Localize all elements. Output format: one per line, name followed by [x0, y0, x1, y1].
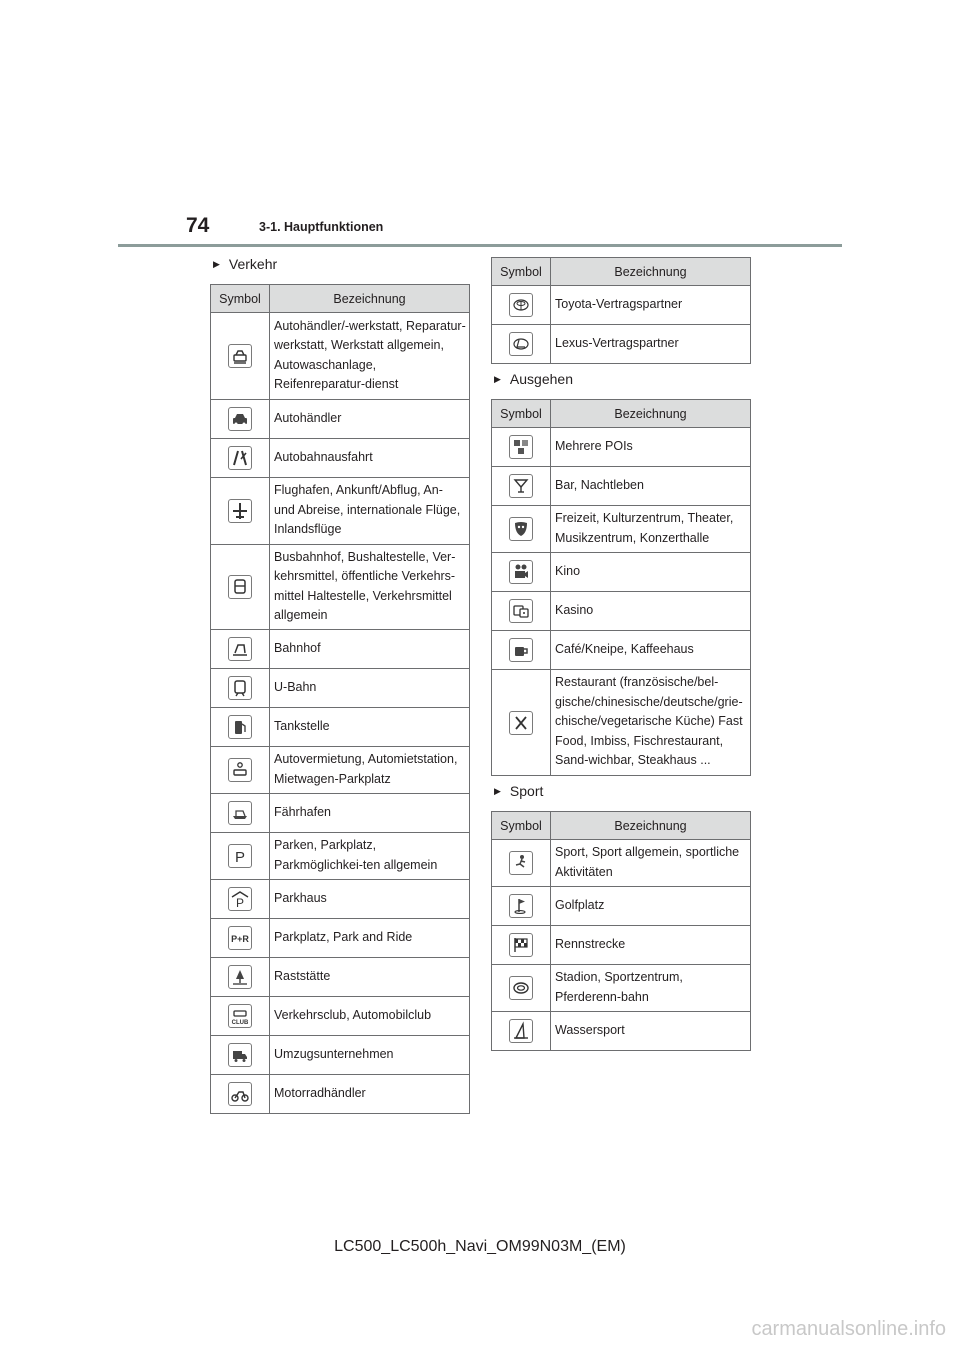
- park-and-ride-icon: [228, 926, 252, 950]
- row-label: Autohändler: [270, 400, 470, 439]
- row-label: Autohändler/-werkstatt, Reparatur-werkstatt, Werkstatt allgemein, Autowaschanlage, Reifenreparatur-dienst: [270, 313, 470, 400]
- auto-club-icon: [228, 1004, 252, 1028]
- col-header-symbol: Symbol: [492, 812, 551, 840]
- heading-ausgehen-label: Ausgehen: [509, 371, 573, 387]
- icon-cell: [211, 794, 270, 833]
- row-label: Parken, Parkplatz, Parkmöglichkei-ten allgemein: [270, 833, 470, 880]
- rest-area-icon: [228, 965, 252, 989]
- heading-verkehr-label: Verkehr: [228, 256, 278, 272]
- bullet-triangle-icon: ▶: [213, 258, 220, 269]
- row-label: Tankstelle: [270, 708, 470, 747]
- icon-cell: [211, 439, 270, 478]
- col-header-bezeichnung: Bezeichnung: [551, 258, 751, 286]
- row-label: Bar, Nachtleben: [551, 467, 751, 506]
- bullet-triangle-icon: ▶: [494, 373, 501, 384]
- icon-cell: [211, 708, 270, 747]
- moving-truck-icon: [228, 1043, 252, 1067]
- icon-cell: [492, 965, 551, 1012]
- row-label: Bahnhof: [270, 630, 470, 669]
- row-label: Sport, Sport allgemein, sportliche Aktivitäten: [551, 840, 751, 887]
- multiple-poi-icon: [509, 435, 533, 459]
- col-header-symbol: Symbol: [492, 400, 551, 428]
- toyota-logo-icon: [509, 293, 533, 317]
- icon-cell: [492, 428, 551, 467]
- row-label: Freizeit, Kulturzentrum, Theater, Musikzentrum, Konzerthalle: [551, 506, 751, 553]
- heading-sport-label: Sport: [509, 783, 544, 799]
- row-label: Flughafen, Ankunft/Abflug, An- und Abreise, internationale Flüge, Inlandsflüge: [270, 478, 470, 545]
- coffee-cup-icon: [509, 638, 533, 662]
- table-ausgehen: [491, 399, 751, 776]
- row-label: Restaurant (französische/bel-gische/chinesische/deutsche/grie-chische/vegetarische Küche) Fast Food, Imbiss, Fischrestaurant, Sand-wichbar, Steakhaus ...: [551, 670, 751, 776]
- row-label: Parkplatz, Park and Ride: [270, 919, 470, 958]
- row-label: Toyota-Vertragspartner: [551, 286, 751, 325]
- svg-text:P: P: [235, 896, 245, 909]
- theater-mask-icon: [509, 517, 533, 541]
- row-label: Lexus-Vertragspartner: [551, 325, 751, 364]
- icon-cell: [211, 997, 270, 1036]
- col-header-bezeichnung: Bezeichnung: [551, 812, 751, 840]
- row-label: Stadion, Sportzentrum, Pferderenn-bahn: [551, 965, 751, 1012]
- icon-cell: [211, 1036, 270, 1075]
- cocktail-glass-icon: [509, 474, 533, 498]
- icon-cell: [211, 545, 270, 630]
- icon-cell: [211, 747, 270, 794]
- icon-cell: [492, 467, 551, 506]
- row-label: Umzugsunternehmen: [270, 1036, 470, 1075]
- stadium-icon: [509, 976, 533, 1000]
- casino-dice-icon: [509, 599, 533, 623]
- motorway-exit-icon: [228, 446, 252, 470]
- row-label: Busbahnhof, Bushaltestelle, Ver-kehrsmittel, öffentliche Verkehrs-mittel Haltestelle, Verkehrsmittel allgemein: [270, 545, 470, 630]
- icon-cell: [492, 325, 551, 364]
- icon-cell: [492, 1012, 551, 1051]
- icon-cell: [492, 887, 551, 926]
- fork-knife-icon: [509, 711, 533, 735]
- icon-cell: [492, 840, 551, 887]
- car-service-icon: [228, 344, 252, 368]
- svg-text:CLUB: CLUB: [231, 1020, 249, 1026]
- parking-garage-icon: [228, 887, 252, 911]
- heading-sport: [494, 783, 543, 799]
- icon-cell: [492, 592, 551, 631]
- col-header-bezeichnung: Bezeichnung: [270, 285, 470, 313]
- icon-cell: [492, 553, 551, 592]
- table-partner: [491, 257, 751, 364]
- row-label: Café/Kneipe, Kaffeehaus: [551, 631, 751, 670]
- heading-verkehr: [213, 256, 277, 272]
- car-rental-icon: [228, 758, 252, 782]
- icon-cell: [211, 919, 270, 958]
- icon-cell: [492, 670, 551, 776]
- col-header-bezeichnung: Bezeichnung: [551, 400, 751, 428]
- icon-cell: [492, 631, 551, 670]
- lexus-logo-icon: [509, 332, 533, 356]
- row-label: Rennstrecke: [551, 926, 751, 965]
- row-label: Motorradhändler: [270, 1075, 470, 1114]
- row-label: Kasino: [551, 592, 751, 631]
- icon-cell: [211, 313, 270, 400]
- golf-icon: [509, 894, 533, 918]
- water-sport-icon: [509, 1019, 533, 1043]
- document-id: LC500_LC500h_Navi_OM99N03M_(EM): [334, 1238, 626, 1255]
- bus-icon: [228, 575, 252, 599]
- icon-cell: [211, 880, 270, 919]
- heading-ausgehen: [494, 371, 573, 387]
- train-station-icon: [228, 637, 252, 661]
- icon-cell: [211, 669, 270, 708]
- subway-icon: [228, 676, 252, 700]
- row-label: Kino: [551, 553, 751, 592]
- col-header-symbol: Symbol: [492, 258, 551, 286]
- parking-icon: [228, 844, 252, 868]
- row-label: Autovermietung, Automietstation, Mietwagen-Parkplatz: [270, 747, 470, 794]
- row-label: Verkehrsclub, Automobilclub: [270, 997, 470, 1036]
- ferry-icon: [228, 801, 252, 825]
- motorcycle-icon: [228, 1082, 252, 1106]
- page-number: 74: [186, 214, 210, 237]
- svg-text:P+R: P+R: [231, 934, 249, 944]
- icon-cell: [211, 400, 270, 439]
- icon-cell: [211, 630, 270, 669]
- icon-cell: [492, 286, 551, 325]
- row-label: Mehrere POIs: [551, 428, 751, 467]
- section-title: 3-1. Hauptfunktionen: [259, 220, 384, 234]
- svg-text:P: P: [234, 849, 246, 866]
- row-label: Wassersport: [551, 1012, 751, 1051]
- movie-camera-icon: [509, 560, 533, 584]
- watermark: carmanualsonline.info: [751, 1318, 946, 1340]
- col-header-symbol: Symbol: [211, 285, 270, 313]
- icon-cell: [492, 926, 551, 965]
- airplane-icon: [228, 499, 252, 523]
- row-label: Golfplatz: [551, 887, 751, 926]
- icon-cell: [211, 958, 270, 997]
- bullet-triangle-icon: ▶: [494, 785, 501, 796]
- row-label: U-Bahn: [270, 669, 470, 708]
- row-label: Raststätte: [270, 958, 470, 997]
- car-dealer-icon: [228, 407, 252, 431]
- row-label: Autobahnausfahrt: [270, 439, 470, 478]
- table-verkehr: [210, 284, 470, 1114]
- row-label: Fährhafen: [270, 794, 470, 833]
- fuel-pump-icon: [228, 715, 252, 739]
- icon-cell: [492, 506, 551, 553]
- row-label: Parkhaus: [270, 880, 470, 919]
- sport-runner-icon: [509, 851, 533, 875]
- icon-cell: [211, 833, 270, 880]
- icon-cell: [211, 1075, 270, 1114]
- header-divider: [118, 244, 842, 247]
- checkered-flag-icon: [509, 933, 533, 957]
- icon-cell: [211, 478, 270, 545]
- table-sport: [491, 811, 751, 1051]
